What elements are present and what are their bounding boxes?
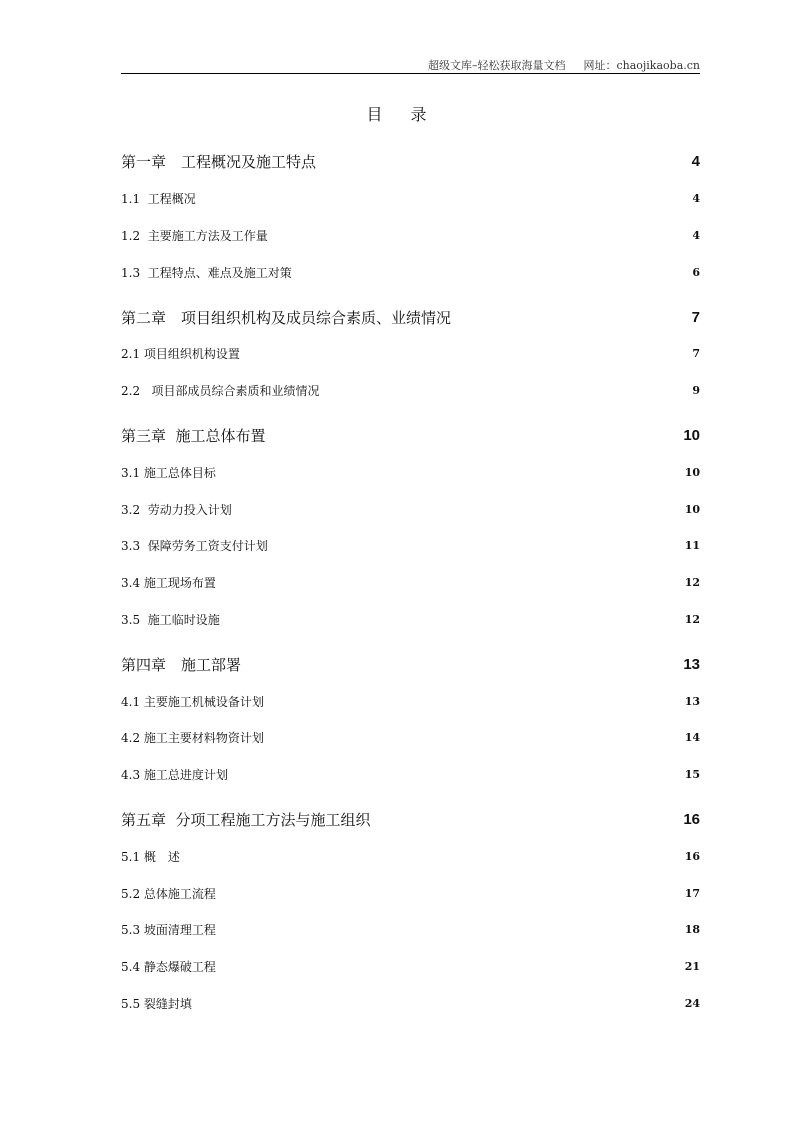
toc-entry-label: 4.3 施工总进度计划 bbox=[121, 767, 228, 782]
toc-section-entry[interactable] bbox=[121, 379, 700, 401]
toc-section-entry[interactable] bbox=[121, 342, 700, 364]
toc-page-number: 9 bbox=[692, 383, 700, 397]
toc-page-number: 16 bbox=[684, 849, 700, 863]
toc-entry-label: 第三章 施工总体布置 bbox=[121, 426, 266, 445]
toc-chapter-entry[interactable] bbox=[121, 653, 700, 675]
toc-entry-label: 第五章 分项工程施工方法与施工组织 bbox=[121, 810, 371, 829]
toc-entry-label: 3.3 保障劳务工资支付计划 bbox=[121, 538, 268, 553]
toc-page-number: 12 bbox=[684, 612, 700, 626]
toc-section-entry[interactable] bbox=[121, 608, 700, 630]
toc-page-number: 13 bbox=[684, 694, 700, 708]
toc-section-entry[interactable] bbox=[121, 690, 700, 712]
toc-entry-label: 4.2 施工主要材料物资计划 bbox=[121, 730, 264, 745]
header-divider bbox=[121, 73, 700, 74]
toc-entry-label: 第一章 工程概况及施工特点 bbox=[121, 152, 317, 171]
toc-section-entry[interactable] bbox=[121, 763, 700, 785]
toc-section-entry[interactable] bbox=[121, 845, 700, 867]
toc-entry-label: 5.4 静态爆破工程 bbox=[121, 959, 216, 974]
toc-section-entry[interactable] bbox=[121, 498, 700, 520]
toc-chapter-entry[interactable] bbox=[121, 306, 700, 328]
toc-entry-label: 3.2 劳动力投入计划 bbox=[121, 502, 232, 517]
toc-page-number: 7 bbox=[691, 308, 700, 326]
toc-page-number: 17 bbox=[684, 886, 700, 900]
toc-chapter-entry[interactable] bbox=[121, 424, 700, 446]
toc-page-number: 16 bbox=[683, 810, 700, 828]
toc-entry-label: 1.3 工程特点、难点及施工对策 bbox=[121, 265, 292, 280]
toc-section-entry[interactable] bbox=[121, 955, 700, 977]
toc-chapter-entry[interactable] bbox=[121, 150, 700, 172]
header-site-name: 超级文库–轻松获取海量文档 bbox=[427, 59, 566, 72]
toc-entry-label: 5.3 坡面清理工程 bbox=[121, 922, 216, 937]
toc-entry-label: 第二章 项目组织机构及成员综合素质、业绩情况 bbox=[121, 308, 452, 327]
toc-page-number: 15 bbox=[684, 767, 700, 781]
toc-page-number: 7 bbox=[692, 346, 700, 360]
toc-page-number: 21 bbox=[684, 959, 700, 973]
toc-page-number: 6 bbox=[692, 265, 700, 279]
toc-section-entry[interactable] bbox=[121, 187, 700, 209]
toc-section-entry[interactable] bbox=[121, 534, 700, 556]
toc-page-number: 4 bbox=[691, 152, 700, 170]
toc-section-entry[interactable] bbox=[121, 992, 700, 1014]
toc-page-number: 14 bbox=[684, 730, 700, 744]
toc-page-number: 12 bbox=[684, 575, 700, 589]
toc-entry-label: 3.1 施工总体目标 bbox=[121, 465, 216, 480]
toc-entry-label: 1.1 工程概况 bbox=[121, 191, 196, 206]
toc-entry-label: 3.4 施工现场布置 bbox=[121, 575, 216, 590]
toc-chapter-entry[interactable] bbox=[121, 808, 700, 830]
toc-entry-label: 5.1 概 述 bbox=[121, 849, 180, 864]
toc-entry-label: 4.1 主要施工机械设备计划 bbox=[121, 694, 264, 709]
toc-entry-label: 2.2 项目部成员综合素质和业绩情况 bbox=[121, 383, 320, 398]
toc-entry-label: 3.5 施工临时设施 bbox=[121, 612, 220, 627]
toc-page-number: 24 bbox=[684, 996, 700, 1010]
toc-entry-label: 5.5 裂缝封填 bbox=[121, 996, 192, 1011]
toc-page-number: 18 bbox=[684, 922, 700, 936]
toc-title: 目录 bbox=[366, 105, 455, 124]
toc-section-entry[interactable] bbox=[121, 571, 700, 593]
toc-page-number: 10 bbox=[684, 465, 700, 479]
toc-section-entry[interactable] bbox=[121, 726, 700, 748]
toc-page-number: 13 bbox=[683, 655, 700, 673]
toc-page-number: 11 bbox=[684, 538, 700, 552]
toc-entry-label: 1.2 主要施工方法及工作量 bbox=[121, 228, 268, 243]
toc-page-number: 10 bbox=[683, 426, 700, 444]
header-url: 网址：chaojikaoba.cn bbox=[583, 59, 700, 72]
toc-entry-label: 2.1 项目组织机构设置 bbox=[121, 346, 240, 361]
toc-section-entry[interactable] bbox=[121, 882, 700, 904]
toc-page-number: 4 bbox=[692, 228, 700, 242]
toc-section-entry[interactable] bbox=[121, 224, 700, 246]
toc-section-entry[interactable] bbox=[121, 918, 700, 940]
toc-page-number: 4 bbox=[692, 191, 700, 205]
toc-entry-label: 第四章 施工部署 bbox=[121, 655, 242, 674]
toc-section-entry[interactable] bbox=[121, 461, 700, 483]
toc-section-entry[interactable] bbox=[121, 261, 700, 283]
toc-entry-label: 5.2 总体施工流程 bbox=[121, 886, 216, 901]
toc-page-number: 10 bbox=[684, 502, 700, 516]
